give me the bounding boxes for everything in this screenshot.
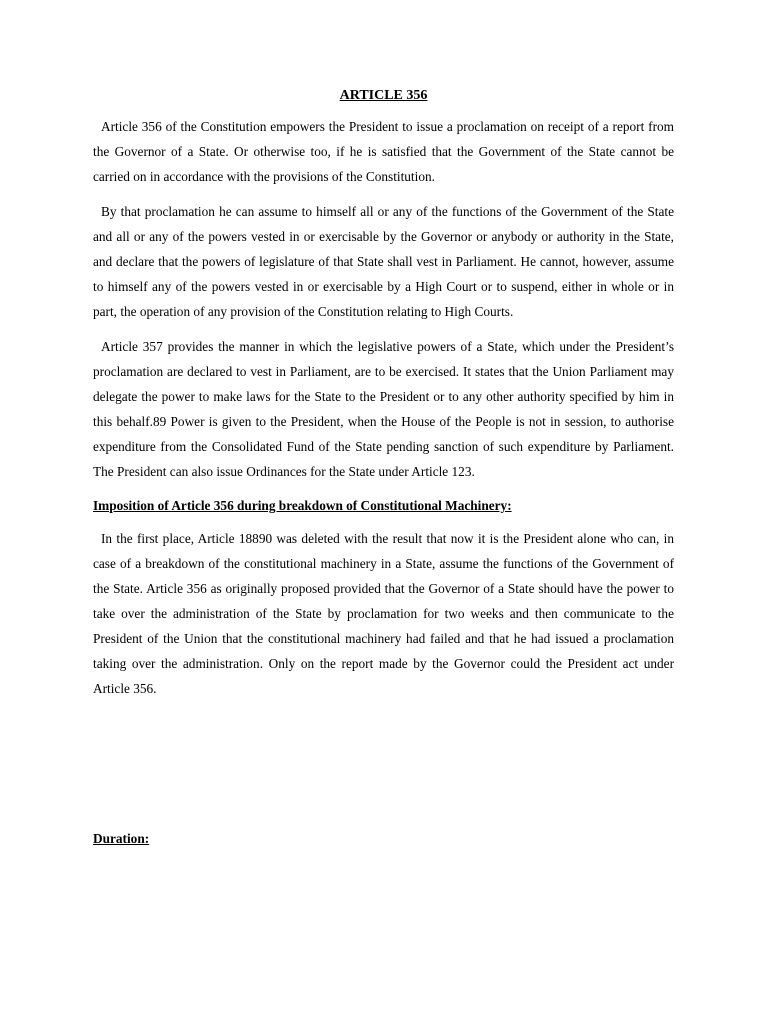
paragraph-imposition: In the first place, Article 18890 was deleted with the result that now it is the President alone who can, in case of a breakdown of the constitutional machinery in a State, assume the functions of the Government of the State. Article 356 as originally proposed provided that the Governor of a State should have the power to take over the administration of the State by proclamation for two weeks and then communicate to the President of the Union that the constitutional machinery had failed and that he had issued a proclamation taking over the administration. Only on the report made by the Governor could the President act under Article 356. bbox=[93, 531, 674, 696]
document-title: ARTICLE 356 bbox=[339, 88, 428, 103]
section-heading-imposition: Imposition of Article 356 during breakdown of Constitutional Machinery: bbox=[93, 498, 512, 513]
paragraph-2: By that proclamation he can assume to himself all or any of the functions of the Government of the State and all or any of the powers vested in or exercisable by the Governor or anybody or authority in the State, and declare that the powers of legislature of that State shall vest in Parliament. He cannot, however, assume to himself any of the powers vested in or exercisable by a High Court or to suspend, either in whole or in part, the operation of any provision of the Constitution relating to High Courts. bbox=[93, 204, 674, 319]
paragraph-3: Article 357 provides the manner in which the legislative powers of a State, which under the President’s proclamation are declared to vest in Parliament, are to be exercised. It states that the Union Parliament may delegate the power to make laws for the State to the President or to any other authority specified by him in this behalf.89 Power is given to the President, when the House of the People is not in session, to authorise expenditure from the Consolidated Fund of the State pending sanction of such expenditure by Parliament. The President can also issue Ordinances for the State under Article 123. bbox=[93, 339, 674, 479]
paragraph-1: Article 356 of the Constitution empowers the President to issue a proclamation on receipt of a report from the Governor of a State. Or otherwise too, if he is satisfied that the Government of the State cannot be carried on in accordance with the provisions of the Constitution. bbox=[93, 119, 674, 184]
section-heading-duration: Duration: bbox=[93, 831, 150, 846]
